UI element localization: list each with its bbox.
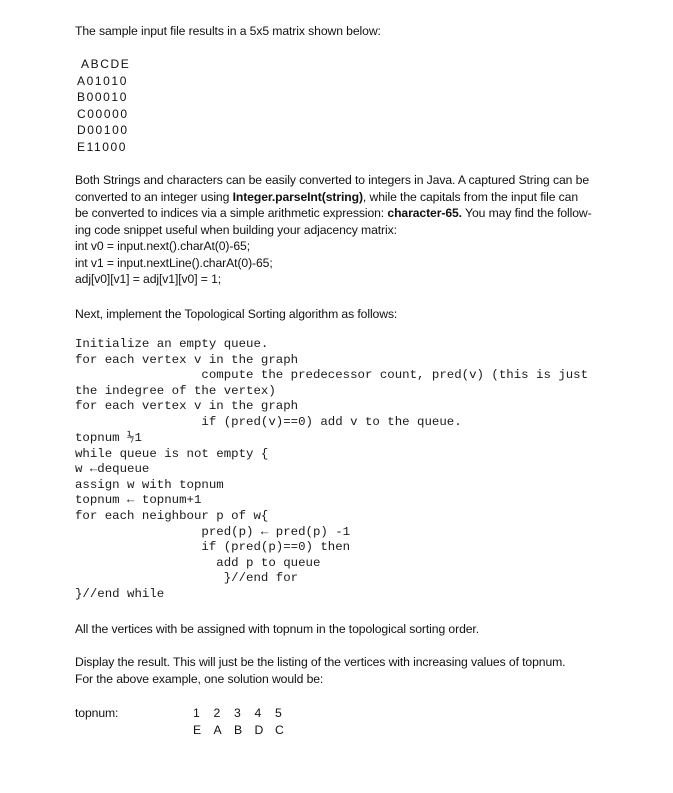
code-snippet-line: adj[v0][v1] = adj[v1][v0] = 1; [75, 272, 222, 286]
para-line: For the above example, one solution would be: [75, 671, 324, 686]
result-numbers-row [193, 705, 296, 722]
algorithm-line: for each vertex v in the graph [75, 399, 299, 414]
matrix-row: C00000 [77, 106, 129, 121]
bold-expression: character-65. [387, 206, 462, 220]
next-text: Next, implement the Topological Sorting algorithm as follows: [75, 307, 398, 321]
para-line: ing code snippet useful when building your adjacency matrix: [75, 222, 397, 237]
result-number: 2 [213, 706, 221, 720]
display-paragraph [75, 654, 565, 687]
code-snippet-line: int v0 = input.next().charAt(0)-65; [75, 239, 250, 253]
algorithm-line: if (pred(v)==0) add v to the queue. [75, 414, 462, 429]
bold-parseint: Integer.parseInt(string) [232, 189, 363, 204]
algorithm-line: w ←dequeue [75, 462, 150, 477]
algorithm-line: the indegree of the vertex) [75, 383, 276, 398]
algorithm-line: assign w with topnum [75, 477, 224, 492]
matrix-header: ABCDE [81, 57, 131, 71]
result-vertex: E [193, 722, 202, 737]
result-number: 5 [275, 706, 282, 720]
algorithm-line: compute the predecessor count, pred(v) (this is just [75, 368, 589, 383]
after-text: All the vertices with be assigned with topnum in the topological sorting order. [75, 622, 479, 636]
para-line: Display the result. This will just be the listing of the vertices with increasing values of topnum. [75, 655, 566, 669]
matrix-row: D00100 [77, 123, 129, 137]
result-number: 3 [234, 706, 241, 720]
code-snippet-line: int v1 = input.nextLine().charAt(0)-65; [75, 255, 273, 270]
conversion-paragraph [75, 172, 592, 288]
result-vertex: C [275, 722, 284, 737]
matrix-row: B00010 [77, 90, 128, 104]
result-table [193, 705, 296, 738]
algorithm-line: if (pred(p)==0) then [75, 540, 351, 555]
result-number: 4 [254, 706, 262, 720]
algorithm-line: topnum ⅐1 [75, 431, 142, 445]
algorithm-line: topnum ← topnum+1 [75, 493, 202, 508]
matrix-row: E11000 [77, 139, 128, 154]
result-vertex: D [254, 722, 264, 737]
algorithm-line: }//end for [75, 571, 299, 586]
algorithm-block [75, 337, 588, 431]
algorithm-line: pred(p) ← pred(p) -1 [75, 524, 351, 539]
para-line: Both Strings and characters can be easily converted to integers in Java. A captured String can be [75, 173, 589, 187]
para-line: converted to an integer using Integer.parseInt(string), while the capitals from the input file can [75, 189, 579, 204]
algorithm-line: for each vertex v in the graph [75, 352, 299, 367]
intro-text: The sample input file results in a 5x5 matrix shown below: [75, 24, 381, 38]
result-vertices-row [193, 722, 296, 739]
adjacency-matrix [77, 56, 130, 155]
result-label: topnum: [75, 706, 119, 720]
algorithm-line: for each neighbour p of w{ [75, 508, 269, 523]
algorithm-line: add p to queue [75, 555, 321, 570]
algorithm-line: while queue is not empty { [75, 446, 269, 461]
result-vertex: A [213, 722, 222, 737]
matrix-row: A01010 [77, 73, 128, 88]
algorithm-loop-block [75, 431, 350, 603]
result-number: 1 [193, 706, 200, 720]
result-vertex: B [234, 722, 243, 737]
algorithm-line: }//end while [75, 586, 165, 601]
para-line: be converted to indices via a simple arithmetic expression: character-65. You may find the follow- [75, 206, 592, 220]
algorithm-line: Initialize an empty queue. [75, 337, 269, 351]
